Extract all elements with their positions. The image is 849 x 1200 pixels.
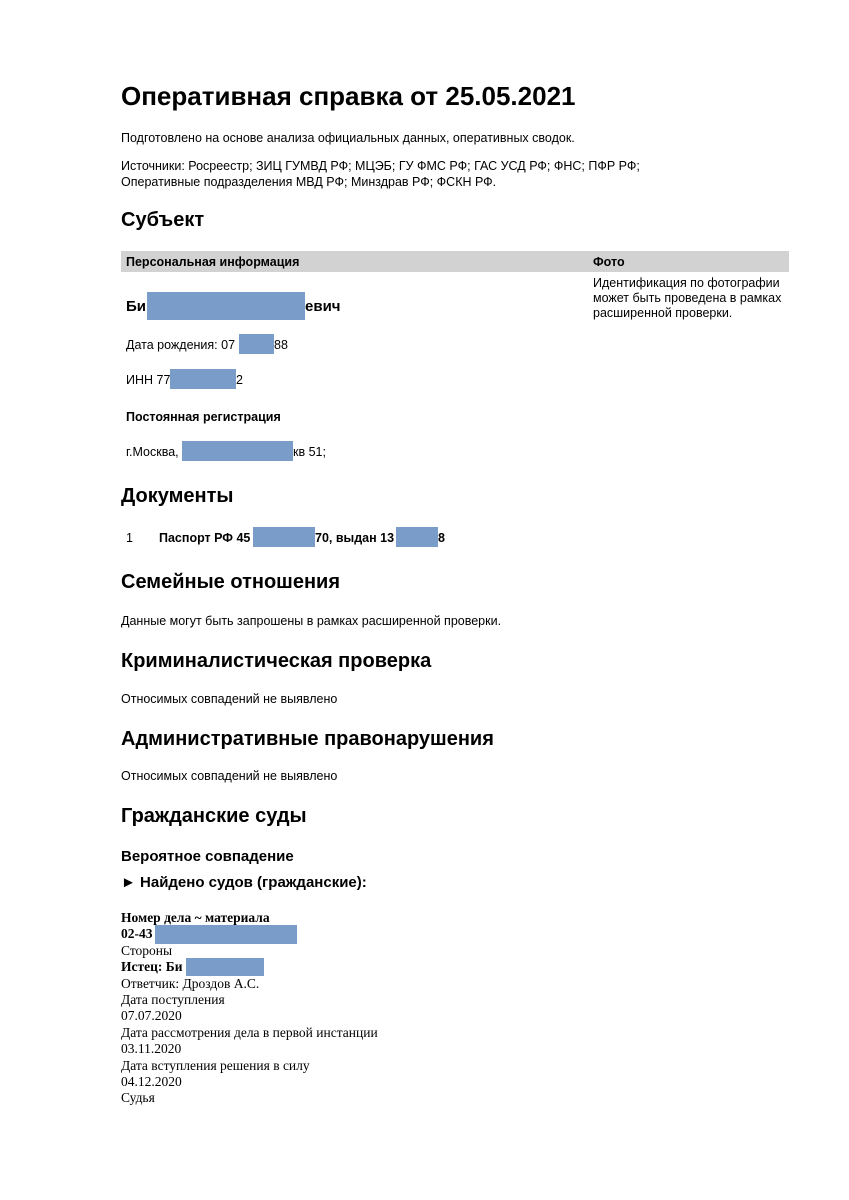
redaction-inn	[170, 369, 236, 389]
civil-heading: Гражданские суды	[121, 805, 307, 827]
defendant: Ответчик: Дроздов А.С.	[121, 976, 260, 991]
sources-line-2: Оперативные подразделения МВД РФ; Минздрав РФ; ФСКН РФ.	[121, 175, 497, 189]
dob-suffix: 88	[274, 338, 288, 352]
documents-heading: Документы	[121, 485, 234, 507]
parties-label: Стороны	[121, 943, 173, 958]
registration-heading: Постоянная регистрация	[126, 410, 281, 424]
inn-suffix: 2	[236, 373, 243, 387]
passport-middle: 70, выдан 13	[315, 531, 395, 545]
sources-line-1: Источники: Росреестр; ЗИЦ ГУМВД РФ; МЦЭБ; ГУ ФМС РФ; ГАС УСД РФ; ФНС; ПФР РФ;	[121, 159, 640, 173]
passport-suffix: 8	[438, 531, 445, 545]
photo-note: Идентификация по фотографии может быть проведена в рамках расширенной проверки.	[593, 276, 782, 320]
family-heading: Семейные отношения	[121, 571, 341, 593]
effective-date: 04.12.2020	[121, 1074, 182, 1089]
redaction-name	[147, 292, 305, 320]
page-title: Оперативная справка от 25.05.2021	[121, 81, 576, 111]
admin-heading: Административные правонарушения	[121, 728, 494, 750]
criminal-heading: Криминалистическая проверка	[121, 650, 432, 672]
case-number-prefix: 02-43	[121, 926, 153, 941]
received-date: 07.07.2020	[121, 1008, 182, 1023]
passport-prefix: Паспорт РФ 45	[159, 531, 251, 545]
column-personal-info: Персональная информация	[126, 255, 300, 269]
inn-prefix: ИНН 77	[126, 373, 171, 387]
subject-name-start: Би	[126, 298, 147, 315]
plaintiff-prefix: Истец: Би	[121, 959, 183, 974]
review-label: Дата рассмотрения дела в первой инстанции	[121, 1025, 378, 1040]
address-suffix: кв 51;	[293, 445, 326, 459]
column-photo: Фото	[593, 255, 625, 269]
received-label: Дата поступления	[121, 992, 225, 1007]
redaction-passport-date	[396, 527, 438, 547]
judge-label: Судья	[121, 1090, 155, 1105]
criminal-text: Относимых совпадений не выявлено	[121, 692, 338, 706]
subject-heading: Субъект	[121, 209, 205, 231]
admin-text: Относимых совпадений не выявлено	[121, 769, 338, 783]
civil-found: ► Найдено судов (гражданские):	[121, 874, 367, 891]
redaction-plaintiff	[186, 958, 264, 976]
case-label: Номер дела ~ материала	[121, 910, 270, 925]
redaction-passport-number	[253, 527, 315, 547]
intro-text: Подготовлено на основе анализа официальных данных, оперативных сводок.	[121, 131, 575, 145]
family-text: Данные могут быть запрошены в рамках расширенной проверки.	[121, 614, 502, 628]
redaction-dob	[239, 334, 274, 354]
review-date: 03.11.2020	[121, 1041, 182, 1056]
document-number: 1	[126, 531, 133, 545]
redaction-case-number	[155, 925, 297, 944]
effective-label: Дата вступления решения в силу	[121, 1058, 310, 1073]
address-prefix: г.Москва,	[126, 445, 179, 459]
subject-name-end: евич	[305, 298, 341, 315]
redaction-address	[182, 441, 293, 461]
dob-prefix: Дата рождения: 07	[126, 338, 236, 352]
civil-subheading: Вероятное совпадение	[121, 848, 294, 865]
